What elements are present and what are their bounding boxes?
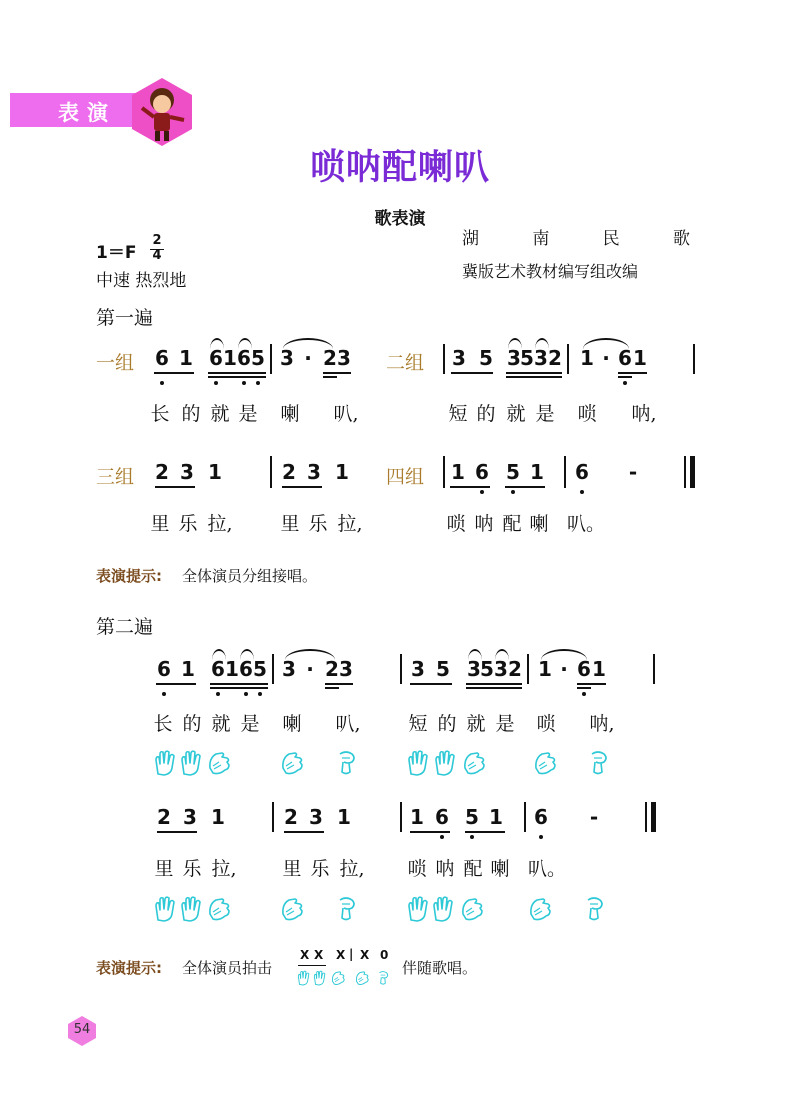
lyric: 的 xyxy=(476,403,496,425)
lyric: 叭。 xyxy=(527,858,567,880)
note: 1 xyxy=(592,657,606,681)
beam xyxy=(450,486,490,488)
note: 3 xyxy=(183,805,197,829)
lyric: 叭。 xyxy=(566,513,606,535)
note: 5 xyxy=(520,346,534,370)
lyric: 长 xyxy=(150,403,170,425)
clap-hands-icon xyxy=(460,896,484,922)
note: 6 xyxy=(239,657,253,681)
low-dot xyxy=(580,490,584,494)
lyric: 里 xyxy=(154,858,174,880)
note: 6 xyxy=(211,657,225,681)
fist-hand-icon xyxy=(586,750,610,776)
lyric: 呐, xyxy=(589,713,615,735)
note: 1 xyxy=(225,657,239,681)
note: 2 xyxy=(508,657,522,681)
slur xyxy=(212,649,226,660)
lyric: 配 xyxy=(502,513,522,535)
note: 3 xyxy=(507,346,521,370)
note: 5 xyxy=(253,657,267,681)
lyric: 短 xyxy=(408,713,428,735)
note: 3 xyxy=(282,657,296,681)
beam xyxy=(157,831,197,833)
note: 1 xyxy=(335,460,349,484)
lyric: 里 xyxy=(280,513,300,535)
low-dot xyxy=(258,692,262,696)
note: 1 xyxy=(530,460,544,484)
bar-line xyxy=(524,802,526,832)
palm-hand-icon xyxy=(178,896,202,922)
song-origin xyxy=(462,224,690,249)
low-dot xyxy=(256,381,260,385)
palm-hand-icon xyxy=(430,896,454,922)
group-label: 二组 xyxy=(386,352,425,374)
note: 6 xyxy=(157,657,171,681)
bar-line xyxy=(400,654,402,684)
group-label: 三组 xyxy=(96,466,135,488)
low-dot xyxy=(162,692,166,696)
group-label: 一组 xyxy=(96,352,135,374)
note: 3 xyxy=(280,346,294,370)
bar-line xyxy=(645,802,647,832)
song-title: 唢呐配喇叭 xyxy=(309,148,490,188)
rhythm-beat: X xyxy=(360,948,370,962)
bar-line xyxy=(272,802,274,832)
beam xyxy=(465,831,505,833)
lyric: 是 xyxy=(240,713,260,735)
lyric: 就 xyxy=(211,713,231,735)
lyric: 配 xyxy=(463,858,483,880)
verse2-label: 第二遍 xyxy=(96,616,154,638)
tempo-marking: 中速 热烈地 xyxy=(96,271,187,291)
lyric: 是 xyxy=(238,403,258,425)
note: 6 xyxy=(575,460,589,484)
rhythm-bar: | xyxy=(349,947,354,961)
note: · xyxy=(306,657,314,681)
note: 3 xyxy=(339,657,353,681)
note: 6 xyxy=(534,805,548,829)
final-bar-line xyxy=(690,456,695,488)
note: 6 xyxy=(435,805,449,829)
note: 5 xyxy=(506,460,520,484)
bar-line xyxy=(272,654,274,684)
beam xyxy=(577,687,591,689)
lyric: 拉, xyxy=(339,858,365,880)
section-tab-label: 表演 xyxy=(58,101,116,125)
note: 3 xyxy=(534,346,548,370)
note: 2 xyxy=(155,460,169,484)
low-dot xyxy=(242,381,246,385)
note: 3 xyxy=(337,346,351,370)
note: 3 xyxy=(309,805,323,829)
palm-hand-icon xyxy=(432,750,456,776)
note: 2 xyxy=(282,460,296,484)
verse1-label: 第一遍 xyxy=(96,307,154,329)
fist-hand-icon xyxy=(376,970,390,986)
palm-hand-icon xyxy=(405,896,429,922)
note: 1 xyxy=(538,657,552,681)
clap-hands-icon xyxy=(354,970,370,986)
low-dot xyxy=(623,381,627,385)
tip-label: 表演提示: xyxy=(96,567,162,585)
rhythm-rest: 0 xyxy=(380,948,389,962)
song-subtitle: 歌表演 xyxy=(374,209,426,229)
note: 6 xyxy=(577,657,591,681)
fist-hand-icon xyxy=(334,750,358,776)
note: 5 xyxy=(465,805,479,829)
slur xyxy=(468,649,482,660)
palm-hand-icon xyxy=(296,970,310,986)
lyric: 长 xyxy=(153,713,173,735)
note: 1 xyxy=(223,346,237,370)
bar-line xyxy=(567,344,569,374)
note: 3 xyxy=(411,657,425,681)
origin-char: 民 xyxy=(602,229,620,249)
beam xyxy=(451,372,493,374)
note: 5 xyxy=(436,657,450,681)
beam xyxy=(208,376,266,378)
note: 1 xyxy=(179,346,193,370)
bar-line xyxy=(400,802,402,832)
low-dot xyxy=(440,835,444,839)
beam xyxy=(505,486,545,488)
bar-line xyxy=(443,344,445,374)
lyric: 呐 xyxy=(474,513,494,535)
note: 5 xyxy=(479,346,493,370)
note: 2 xyxy=(284,805,298,829)
slur xyxy=(541,649,587,660)
lyric: 乐 xyxy=(178,513,198,535)
meter-bottom: 4 xyxy=(152,248,162,263)
lyric: 里 xyxy=(282,858,302,880)
lyric: 叭, xyxy=(333,403,359,425)
beam xyxy=(618,372,647,374)
meter-top: 2 xyxy=(152,233,162,248)
beam xyxy=(156,683,196,685)
bar-line xyxy=(564,456,566,488)
slur xyxy=(508,338,522,349)
note: 2 xyxy=(323,346,337,370)
note: 1 xyxy=(489,805,503,829)
note: - xyxy=(628,460,638,484)
note: 2 xyxy=(157,805,171,829)
beam xyxy=(410,831,450,833)
bar-line xyxy=(693,344,695,374)
bar-line xyxy=(443,456,445,488)
palm-hand-icon xyxy=(152,896,176,922)
low-dot xyxy=(539,835,543,839)
beam xyxy=(506,376,562,378)
slur xyxy=(495,649,509,660)
beam xyxy=(323,372,351,374)
lyric: 喇 xyxy=(280,403,300,425)
bar-line xyxy=(653,654,655,684)
final-bar-line xyxy=(651,802,656,832)
low-dot xyxy=(511,490,515,494)
bar-line xyxy=(684,456,686,488)
lyric: 的 xyxy=(182,713,202,735)
lyric: 呐, xyxy=(631,403,657,425)
beam xyxy=(618,376,632,378)
slur xyxy=(210,338,224,349)
bar-line xyxy=(270,456,272,488)
note: 5 xyxy=(251,346,265,370)
beam xyxy=(506,372,562,374)
note: 1 xyxy=(410,805,424,829)
note: 3 xyxy=(467,657,481,681)
lyric: 乐 xyxy=(310,858,330,880)
slur xyxy=(535,338,549,349)
beam xyxy=(155,486,195,488)
note: · xyxy=(304,346,312,370)
beam xyxy=(466,683,522,685)
lyric: 唢 xyxy=(536,713,556,735)
clap-hands-icon xyxy=(462,750,486,776)
clap-hands-icon xyxy=(280,896,304,922)
lyric: 呐 xyxy=(435,858,455,880)
note: 6 xyxy=(209,346,223,370)
fist-hand-icon xyxy=(334,896,358,922)
note: 6 xyxy=(618,346,632,370)
group-label: 四组 xyxy=(386,466,425,488)
beam xyxy=(154,372,194,374)
bar-line xyxy=(527,654,529,684)
lyric: 喇 xyxy=(529,513,549,535)
note: 1 xyxy=(208,460,222,484)
lyric: 是 xyxy=(495,713,515,735)
note: · xyxy=(560,657,568,681)
lyric: 乐 xyxy=(308,513,328,535)
origin-char: 南 xyxy=(532,229,550,249)
rhythm-beat: X xyxy=(300,948,310,962)
clap-hands-icon xyxy=(330,970,346,986)
lyric: 是 xyxy=(535,403,555,425)
bar-line xyxy=(270,344,272,374)
tip-label: 表演提示: xyxy=(96,959,162,977)
slur xyxy=(583,338,629,349)
lyric: 唢 xyxy=(407,858,427,880)
slur xyxy=(238,338,252,349)
key-signature: 1＝F xyxy=(96,243,137,263)
lyric: 就 xyxy=(466,713,486,735)
tip-text: 伴随歌唱。 xyxy=(402,959,478,977)
fist-hand-icon xyxy=(582,896,606,922)
origin-char: 歌 xyxy=(672,229,690,249)
note: 3 xyxy=(494,657,508,681)
beam xyxy=(323,376,337,378)
note: 1 xyxy=(451,460,465,484)
performer-mascot-icon xyxy=(128,76,196,148)
lyric: 就 xyxy=(210,403,230,425)
note: 1 xyxy=(181,657,195,681)
lyric: 乐 xyxy=(182,858,202,880)
beam xyxy=(208,372,266,374)
low-dot xyxy=(480,490,484,494)
slur xyxy=(285,649,335,660)
lyric: 喇 xyxy=(490,858,510,880)
lyric: 里 xyxy=(150,513,170,535)
note: 6 xyxy=(155,346,169,370)
beam xyxy=(466,687,522,689)
lyric: 唢 xyxy=(577,403,597,425)
lyric: 就 xyxy=(506,403,526,425)
low-dot xyxy=(214,381,218,385)
palm-hand-icon xyxy=(152,750,176,776)
note: 1 xyxy=(580,346,594,370)
tip-text: 全体演员拍击 xyxy=(182,959,273,977)
lyric: 的 xyxy=(181,403,201,425)
beam xyxy=(325,687,339,689)
beam xyxy=(210,683,268,685)
lyric: 的 xyxy=(437,713,457,735)
note: 3 xyxy=(180,460,194,484)
rhythm-beat: X xyxy=(336,948,346,962)
note: 6 xyxy=(475,460,489,484)
beam xyxy=(325,683,353,685)
lyric: 拉, xyxy=(337,513,363,535)
note: 1 xyxy=(211,805,225,829)
slur xyxy=(283,338,333,349)
clap-hands-icon xyxy=(528,896,552,922)
clap-hands-icon xyxy=(533,750,557,776)
clap-hands-icon xyxy=(207,750,231,776)
low-dot xyxy=(160,381,164,385)
lyric: 拉, xyxy=(211,858,237,880)
note: 3 xyxy=(307,460,321,484)
page-number: 54 xyxy=(73,1022,91,1037)
beam xyxy=(284,831,324,833)
song-arranger: 冀版艺术教材编写组改编 xyxy=(462,262,639,281)
tip-text: 全体演员分组接唱。 xyxy=(182,567,318,585)
palm-hand-icon xyxy=(405,750,429,776)
lyric: 喇 xyxy=(282,713,302,735)
note: 3 xyxy=(452,346,466,370)
low-dot xyxy=(582,692,586,696)
low-dot xyxy=(216,692,220,696)
palm-hand-icon xyxy=(312,970,326,986)
lyric: 短 xyxy=(448,403,468,425)
beam xyxy=(210,687,268,689)
slur xyxy=(240,649,254,660)
note: 1 xyxy=(337,805,351,829)
lyric: 拉, xyxy=(207,513,233,535)
low-dot xyxy=(244,692,248,696)
note: · xyxy=(602,346,610,370)
note: 1 xyxy=(633,346,647,370)
clap-hands-icon xyxy=(280,750,304,776)
note: 2 xyxy=(325,657,339,681)
note: 5 xyxy=(480,657,494,681)
note: 2 xyxy=(548,346,562,370)
note: 6 xyxy=(237,346,251,370)
beam xyxy=(282,486,322,488)
clap-hands-icon xyxy=(207,896,231,922)
lyric: 唢 xyxy=(446,513,466,535)
palm-hand-icon xyxy=(178,750,202,776)
note: - xyxy=(589,805,599,829)
rhythm-beat: X xyxy=(314,948,324,962)
lyric: 叭, xyxy=(335,713,361,735)
beam xyxy=(410,683,452,685)
beam xyxy=(298,965,326,966)
low-dot xyxy=(470,835,474,839)
origin-char: 湖 xyxy=(462,229,479,249)
beam xyxy=(577,683,606,685)
